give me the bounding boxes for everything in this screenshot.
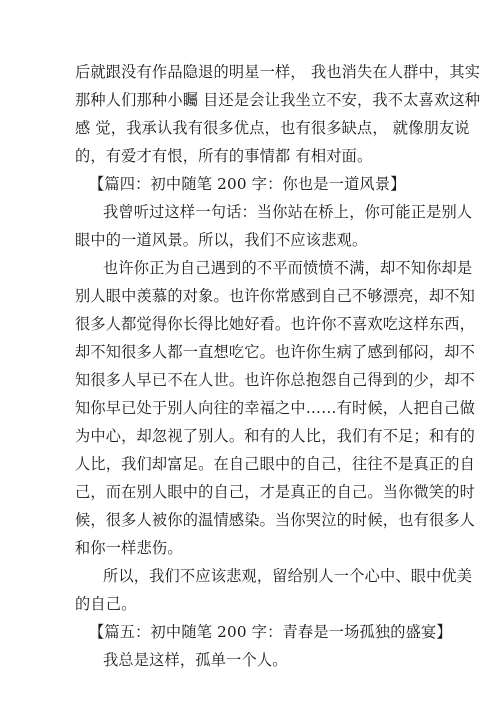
- text-line: 己，而在别人眼中的自己，才是真正的自己。当你微笑的时: [75, 483, 476, 501]
- text-line: 很多人都觉得你长得比她好看。也许你不喜欢吃这样东西，: [75, 315, 476, 333]
- section-heading: 【篇四：初中随笔 200 字：你也是一道风景】: [89, 175, 406, 193]
- text-line: 眼中的一道风景。所以，我们不应该悲观。: [75, 231, 368, 249]
- text-line: 知你早已处于别人向往的幸福之中……有时候，人把自己做: [75, 399, 476, 417]
- text-line: 别人眼中羡慕的对象。也许你常感到自己不够漂亮，却不知: [75, 287, 476, 305]
- text-line: 感 觉，我承认我有很多优点，也有很多缺点， 就像朋友说: [75, 119, 470, 137]
- text-line: 为中心，却忽视了别人。和有的人比，我们有不足；和有的: [75, 427, 476, 445]
- paragraph-first-line: 所以，我们不应该悲观，留给别人一个心中、眼中优美: [103, 567, 473, 585]
- paragraph-first-line: 也许你正为自己遇到的不平而愤愤不满，却不知你却是: [103, 259, 473, 277]
- text-line: 那种人们那种小矚 目还是会让我坐立不安，我不太喜欢这种: [75, 91, 481, 109]
- section-heading: 【篇五：初中随笔 200 字：青春是一场孤独的盛宴】: [89, 623, 452, 641]
- text-line: 的，有爱才有恨，所有的事情都 有相对面。: [75, 147, 373, 165]
- text-line: 却不知很多人都一直想吃它。也许你生病了感到郁闷，却不: [75, 343, 476, 361]
- paragraph-first-line: 我总是这样，孤单一个人。: [103, 651, 288, 669]
- paragraph-first-line: 我曾听过这样一句话：当你站在桥上，你可能正是别人: [103, 203, 473, 221]
- text-line: 知很多人早已不在人世。也许你总抱怨自己得到的少，却不: [75, 371, 476, 389]
- text-line: 候，很多人被你的温情感染。当你哭泣的时候，也有很多人: [75, 511, 476, 529]
- text-line: 和你一样悲伤。: [75, 539, 183, 557]
- text-line: 人比，我们却富足。在自己眼中的自己，往往不是真正的自: [75, 455, 476, 473]
- text-line: 的自己。: [75, 595, 137, 613]
- text-line: 后就跟没有作品隐退的明星一样， 我也消失在人群中，其实: [75, 63, 481, 81]
